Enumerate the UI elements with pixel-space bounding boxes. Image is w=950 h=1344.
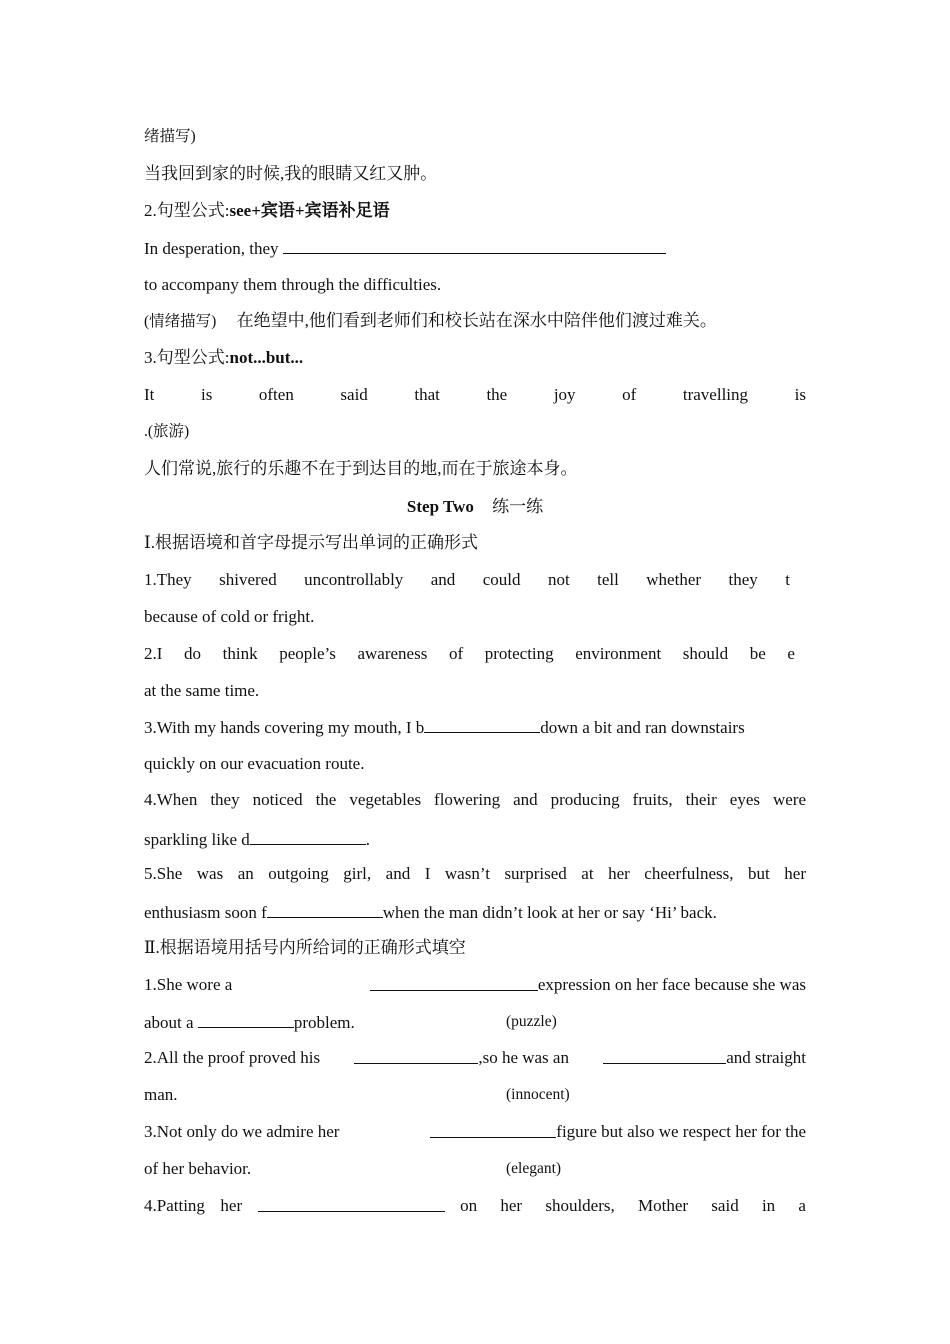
exercise-line xyxy=(144,1009,806,1035)
answer-blank[interactable] xyxy=(258,1193,445,1212)
text-line: at the same time. xyxy=(144,681,260,700)
section-heading: Ⅰ.根据语境和首字母提示写出单词的正确形式 xyxy=(144,533,478,552)
text-line: quickly on our evacuation route. xyxy=(144,754,365,773)
formula-text: not...but... xyxy=(229,348,304,367)
word: It xyxy=(144,385,155,404)
word-hint: (elegant) xyxy=(506,1160,562,1177)
justified-line xyxy=(144,641,795,667)
formula-number: 3. xyxy=(144,348,157,367)
sentence-end: figure but also we respect her for the xyxy=(556,1122,806,1141)
word: could xyxy=(482,570,521,589)
word: do xyxy=(184,644,202,663)
sentence-end: and straight xyxy=(726,1048,806,1067)
word: e xyxy=(787,644,795,663)
word: uncontrollably xyxy=(304,570,404,589)
exercise-line xyxy=(144,1045,806,1071)
sentence-start: about a xyxy=(144,1013,194,1032)
word: tell xyxy=(597,570,619,589)
word: people’s xyxy=(279,644,336,663)
word: joy xyxy=(553,385,576,404)
formula-heading xyxy=(144,198,806,224)
word: t xyxy=(785,570,790,589)
word: 2.I xyxy=(144,644,163,663)
answer-blank[interactable] xyxy=(283,235,666,254)
word: is xyxy=(794,385,806,404)
sentence-end: . xyxy=(365,830,371,849)
answer-blank[interactable] xyxy=(603,1045,726,1064)
word: the xyxy=(486,385,508,404)
word: be xyxy=(749,644,766,663)
word: 1.They xyxy=(144,570,192,589)
formula-heading xyxy=(144,345,806,371)
word: is xyxy=(200,385,213,404)
text-line: because of cold or fright. xyxy=(144,607,315,626)
word: environment xyxy=(575,644,662,663)
word: said xyxy=(340,385,368,404)
translation-text: 在绝望中,他们看到老师们和校长站在深水中陪伴他们渡过难关。 xyxy=(236,311,717,330)
text-line: to accompany them through the difficulties. xyxy=(144,275,442,294)
text-line: .(旅游) xyxy=(144,423,190,440)
word: they xyxy=(728,570,758,589)
word-hint: (puzzle) xyxy=(506,1013,557,1030)
translation-line xyxy=(144,308,806,334)
word: 4.Patting xyxy=(144,1196,205,1215)
sentence-start: In desperation, they xyxy=(144,239,279,258)
word: whether xyxy=(646,570,702,589)
sentence-end: when the man didn’t look at her or say ‘Hi’ back. xyxy=(382,903,717,922)
answer-blank[interactable] xyxy=(430,1119,556,1138)
sentence-start: sparkling like d xyxy=(144,830,250,849)
exercise-line xyxy=(144,899,806,925)
word: often xyxy=(258,385,294,404)
formula-label: 句型公式: xyxy=(156,348,230,367)
sentence-continuation: of her behavior. xyxy=(144,1159,252,1178)
word: and xyxy=(430,570,456,589)
formula-number: 2. xyxy=(144,201,157,220)
exercise-line xyxy=(144,972,806,998)
word: should xyxy=(682,644,729,663)
word: of xyxy=(622,385,637,404)
text-line: 5.She was an outgoing girl, and I wasn’t surprised at her cheerfulness, but her xyxy=(144,864,806,883)
sentence-start: 3.With my hands covering my mouth, I b xyxy=(144,718,425,737)
sentence-start: 1.She wore a xyxy=(144,975,233,994)
answer-blank[interactable] xyxy=(267,899,383,918)
sentence-continuation: man. xyxy=(144,1085,178,1104)
word: that xyxy=(414,385,440,404)
exercise-line xyxy=(144,1082,806,1108)
word: travelling xyxy=(682,385,749,404)
word: not xyxy=(547,570,570,589)
formula-label: 句型公式: xyxy=(156,201,230,220)
exercise-line xyxy=(144,826,806,852)
sentence-end: on her shoulders, Mother said in a xyxy=(460,1196,806,1215)
step-subtitle: 练一练 xyxy=(492,497,544,516)
exercise-line xyxy=(144,1193,806,1219)
word: awareness xyxy=(357,644,428,663)
section-heading: Ⅱ.根据语境用括号内所给词的正确形式填空 xyxy=(144,938,466,957)
word: shivered xyxy=(219,570,277,589)
answer-blank[interactable] xyxy=(250,826,366,845)
word: protecting xyxy=(484,644,554,663)
exercise-line xyxy=(144,1119,806,1145)
text-line: 绪描写) xyxy=(144,128,196,145)
word: of xyxy=(448,644,464,663)
answer-blank[interactable] xyxy=(370,972,538,991)
word: her xyxy=(220,1196,243,1215)
sentence-start: 3.Not only do we admire her xyxy=(144,1122,340,1141)
sentence-start: 2.All the proof proved his xyxy=(144,1048,321,1067)
word-hint: (innocent) xyxy=(506,1086,570,1103)
text-line: 人们常说,旅行的乐趣不在于到达目的地,而在于旅途本身。 xyxy=(144,459,578,478)
sentence-end: expression on her face because she was xyxy=(537,975,806,994)
text-line: 当我回到家的时候,我的眼睛又红又肿。 xyxy=(144,164,438,183)
justified-line xyxy=(144,567,790,593)
answer-blank[interactable] xyxy=(424,714,540,733)
exercise-line xyxy=(144,235,806,261)
exercise-line xyxy=(144,1156,806,1182)
sentence-end: down a bit and ran downstairs xyxy=(540,718,745,737)
answer-blank[interactable] xyxy=(354,1045,478,1064)
exercise-line xyxy=(144,714,806,740)
step-title: Step Two xyxy=(406,497,474,516)
step-heading xyxy=(144,494,806,520)
sentence-start: enthusiasm soon f xyxy=(144,903,267,922)
sentence-end: problem. xyxy=(293,1013,355,1032)
word: think xyxy=(222,644,258,663)
sentence-middle: ,so he was an xyxy=(478,1048,569,1067)
justified-line xyxy=(144,382,806,408)
answer-blank[interactable] xyxy=(198,1009,294,1028)
text-line: 4.When they noticed the vegetables flowering and producing fruits, their eyes were xyxy=(144,790,806,809)
formula-text: see+宾语+宾语补足语 xyxy=(229,201,390,220)
category-tag: (情绪描写) xyxy=(144,313,217,330)
